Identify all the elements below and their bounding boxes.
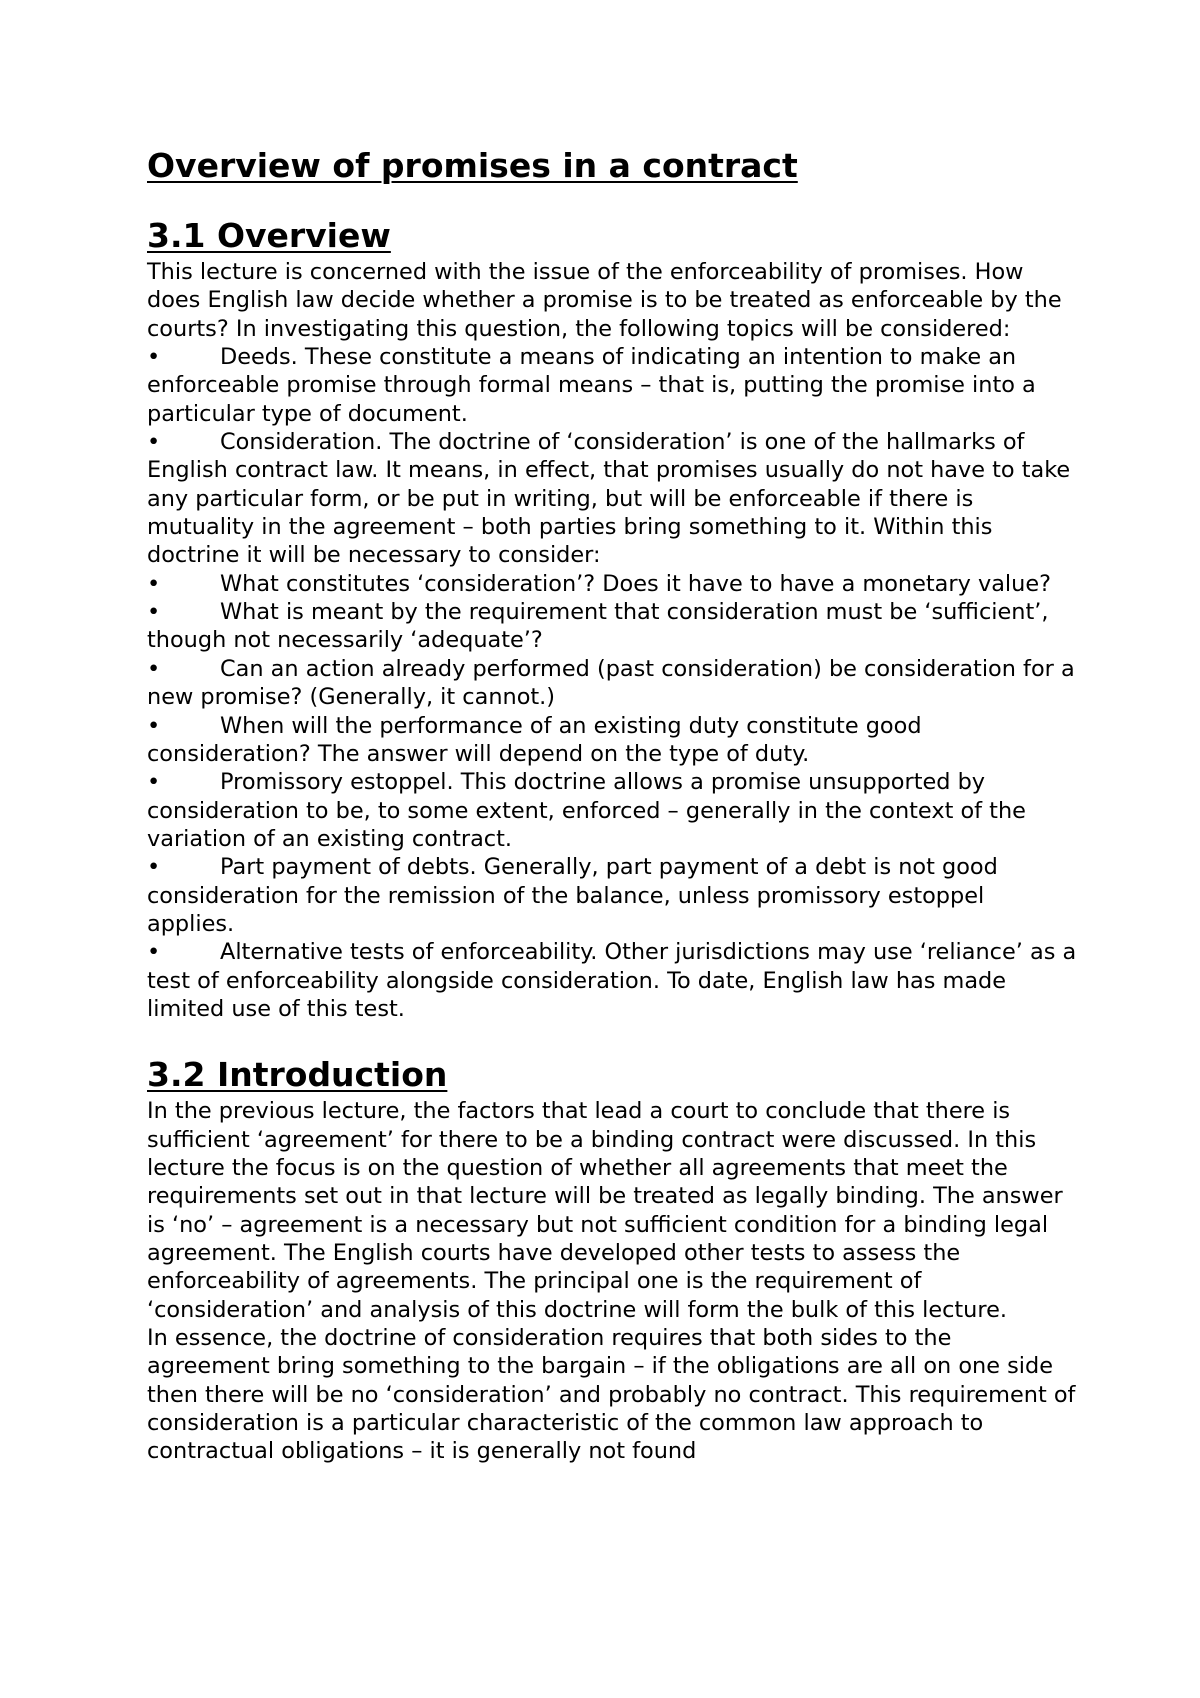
bullet-item-sufficient	[147, 598, 1077, 655]
bullet-icon: •	[147, 429, 161, 456]
overview-intro-paragraph: This lecture is concerned with the issue of the enforceability of promises. How does English law decide whether a promise is to be treated as enforceable by the courts? In investigating this question, the following topics will be considered:	[147, 259, 1062, 342]
section-heading-introduction: 3.2 Introduction	[147, 1055, 448, 1095]
bullet-icon: •	[147, 854, 161, 881]
bullet-text: When will the performance of an existing duty constitute good consideration? The answer will depend on the type of duty.	[147, 712, 922, 767]
bullet-icon: •	[147, 599, 161, 626]
bullet-item-what-constitutes	[147, 570, 1077, 598]
bullet-item-past-consideration	[147, 655, 1077, 712]
bullet-text: What constitutes ‘consideration’? Does it have to have a monetary value?	[220, 570, 1052, 597]
section-introduction	[147, 1053, 1077, 1465]
bullet-item-promissory-estoppel	[147, 768, 1077, 853]
introduction-paragraph-1: In the previous lecture, the factors that lead a court to conclude that there is sufficient ‘agreement’ for there to be a binding contract were discussed. In this lecture the focus is on the question of whether all agreements that meet the requirements set out in that lecture will be treated as legally binding. The answer is ‘no’ – agreement is a necessary but not sufficient condition for a binding legal agreement. The English courts have developed other tests to assess the enforceability of agreements. The principal one is the requirement of ‘consideration’ and analysis of this doctrine will form the bulk of this lecture.	[147, 1098, 1063, 1323]
bullet-item-alternative-tests	[147, 938, 1077, 1023]
bullet-icon: •	[147, 712, 161, 739]
bullet-item-part-payment	[147, 853, 1077, 938]
bullet-text: What is meant by the requirement that consideration must be ‘sufficient’, though not necessarily ‘adequate’?	[147, 599, 1049, 654]
document-title: Overview of promises in a contract	[147, 146, 798, 185]
bullet-item-consideration	[147, 428, 1077, 570]
bullet-icon: •	[147, 769, 161, 796]
bullet-icon: •	[147, 939, 161, 966]
bullet-text: Consideration. The doctrine of ‘consideration’ is one of the hallmarks of English contract law. It means, in effect, that promises usually do not have to take any particular form, or be put in writing, but will be enforceable if there is mutuality in the agreement – both parties bring something to it. Within this doctrine it will be necessary to consider:	[147, 429, 1071, 569]
bullet-text: Part payment of debts. Generally, part payment of a debt is not good consideration for the remission of the balance, unless promissory estoppel applies.	[147, 854, 998, 937]
bullet-text: Deeds. These constitute a means of indicating an intention to make an enforceable promise through formal means – that is, putting the promise into a particular type of document.	[147, 344, 1036, 427]
section-overview	[147, 214, 1077, 1023]
document-page	[147, 140, 1077, 1466]
introduction-paragraph-2: In essence, the doctrine of consideration requires that both sides to the agreement bring something to the bargain – if the obligations are all on one side then there will be no ‘consideration’ and probably no contract. This requirement of consideration is a particular characteristic of the common law approach to contractual obligations – it is generally not found	[147, 1325, 1076, 1465]
bullet-icon: •	[147, 655, 161, 682]
bullet-item-deeds	[147, 343, 1077, 428]
bullet-text: Alternative tests of enforceability. Other jurisdictions may use ‘reliance’ as a test of enforceability alongside consideration. To date, English law has made limited use of this test.	[147, 939, 1077, 1022]
bullet-item-existing-duty	[147, 712, 1077, 769]
bullet-text: Promissory estoppel. This doctrine allows a promise unsupported by consideration to be, to some extent, enforced – generally in the context of the variation of an existing contract.	[147, 769, 1026, 852]
bullet-icon: •	[147, 344, 161, 371]
section-heading-overview: 3.1 Overview	[147, 216, 391, 255]
bullet-icon: •	[147, 570, 161, 597]
bullet-text: Can an action already performed (past consideration) be consideration for a new promise? (Generally, it cannot.)	[147, 655, 1075, 711]
